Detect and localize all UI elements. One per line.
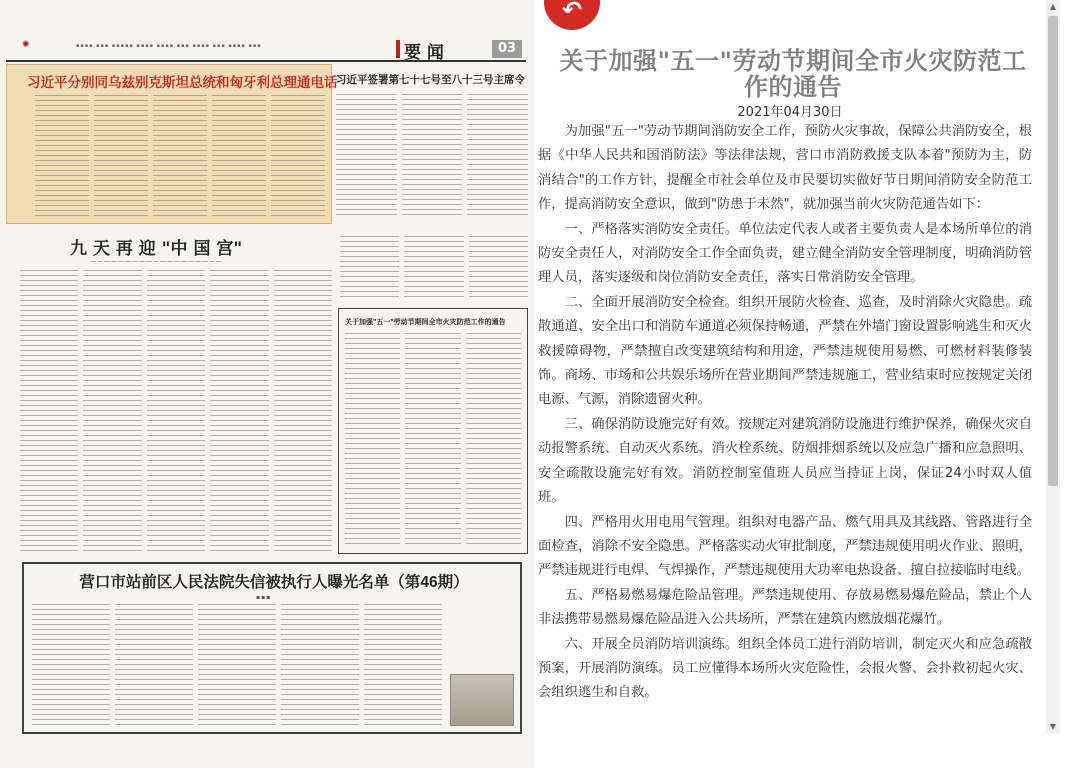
bottom-story-byline: ▪▪▪ <box>256 594 272 601</box>
scrollbar-thumb[interactable] <box>1048 16 1058 486</box>
article-paragraph: 六、开展全员消防培训演练。组织全体员工进行消防培训，制定灭火和应急疏散预案，开展消防演练。员工应懂得本场所火灾危险性，会报火警、会扑救初起火灾、会组织逃生和自救。 <box>538 636 1032 701</box>
newspaper-header-meta: ▪▪▪▪ ▪▪▪ ▪▪▪▪▪ ▪▪▪▪ ▪▪▪▪ ▪▪▪ ▪▪▪▪ ▪▪▪ ▪▪▪▪ ▪▪▪ <box>76 43 262 49</box>
notice-box[interactable] <box>338 308 528 554</box>
page-number-badge: 03 <box>492 40 522 58</box>
bottom-story[interactable] <box>22 562 522 734</box>
feature-story-headline: 九 天 再 迎 "中 国 宫" <box>70 239 243 259</box>
back-arrow-icon: ↶ <box>561 0 583 24</box>
article-paragraph: 三、确保消防设施完好有效。按规定对建筑消防设施进行维护保养，确保火灾自动报警系统、自动灭火系统、消火栓系统、防烟排烟系统以及应急广播和应急照明、安全疏散设施完好有效。消防控制室值班人员应当持证上岗，保证24小时双人值班。 <box>538 416 1032 506</box>
lead-story[interactable] <box>6 64 338 224</box>
feature-story[interactable] <box>20 230 332 556</box>
mid-right-text <box>340 236 528 300</box>
article-title: 关于加强"五一"劳动节期间全市火灾防范工作的通告 <box>559 47 1027 101</box>
newspaper-header <box>6 40 526 62</box>
right-story[interactable] <box>336 64 528 222</box>
article-date: 2021年04月30日 <box>737 105 843 120</box>
right-story-text <box>336 94 528 218</box>
feature-story-subtitle: ——————————————————— <box>90 258 223 265</box>
bottom-story-photo <box>450 674 514 726</box>
article-paragraph: 为加强"五一"劳动节期间消防安全工作，预防火灾事故，保障公共消防安全，根据《中华人民共和国消防法》等法律法规，营口市消防救援支队本着"预防为主，防消结合"的工作方针，提醒全市社会单位及市民要切实做好节日期间消防安全防范工作，提高消防安全意识，做到"防患于未然"，就加强当前火灾防范通告如下： <box>538 124 1032 213</box>
article-paragraph: 五、严格易燃易爆危险品管理。严禁违规使用、存放易燃易爆危险品，禁止个人非法携带易燃易爆危险品进入公共场所，严禁在建筑内燃放烟花爆竹。 <box>538 587 1032 628</box>
right-story-headline: 习近平签署第七十七号至八十三号主席令 <box>336 74 525 86</box>
article-pane <box>534 0 1046 768</box>
article-paragraph: 二、全面开展消防安全检查。组织开展防火检查、巡查，及时消除火灾隐患。疏散通道、安全出口和消防车通道必须保持畅通，严禁在外墙门窗设置影响逃生和灭火救援障碍物，严禁擅自改变建筑结构和用途，严禁违规使用易燃、可燃材料装修装饰。商场、市场和公共娱乐场所在营业期间严禁违规施工，营业结束时应按规定关闭电源、气源，消除遗留火种。 <box>538 294 1032 408</box>
section-title: 要 闻 <box>404 43 444 63</box>
bottom-story-headline: 营口市站前区人民法院失信被执行人曝光名单（第46期） <box>79 574 469 591</box>
lead-story-headline: 习近平分别同乌兹别克斯坦总统和匈牙利总理通电话 <box>27 75 338 90</box>
notice-box-headline: 关于加强"五一"劳动节期间全市火灾防范工作的通告 <box>345 319 506 326</box>
newspaper-logo: ✺ <box>22 40 30 50</box>
lead-story-text <box>35 95 325 219</box>
section-marker <box>396 40 400 58</box>
back-button[interactable] <box>544 0 600 30</box>
notice-box-text <box>345 333 521 547</box>
article-paragraph: 一、严格落实消防安全责任。单位法定代表人或者主要负责人是本场所单位的消防安全责任人，对消防安全工作全面负责，建立健全消防安全管理制度，明确消防管理人员，落实逐级和岗位消防安全责任，落实日常消防安全管理。 <box>538 221 1032 286</box>
article-body <box>538 120 1032 706</box>
feature-story-text <box>20 270 332 554</box>
newspaper-page <box>0 0 534 768</box>
scroll-down-arrow-icon[interactable]: ▼ <box>1049 722 1057 731</box>
bottom-story-text <box>32 604 442 726</box>
vertical-scrollbar[interactable] <box>1046 0 1060 734</box>
scroll-up-arrow-icon[interactable]: ▲ <box>1049 2 1057 11</box>
article-paragraph: 四、严格用火用电用气管理。组织对电器产品、燃气用具及其线路、管路进行全面检查，消除不安全隐患。严格落实动火审批制度，严禁违规使用明火作业、照明，严禁违规进行电焊、气焊操作，严禁违规使用大功率电热设备、擅自拉接临时电线。 <box>538 514 1032 579</box>
